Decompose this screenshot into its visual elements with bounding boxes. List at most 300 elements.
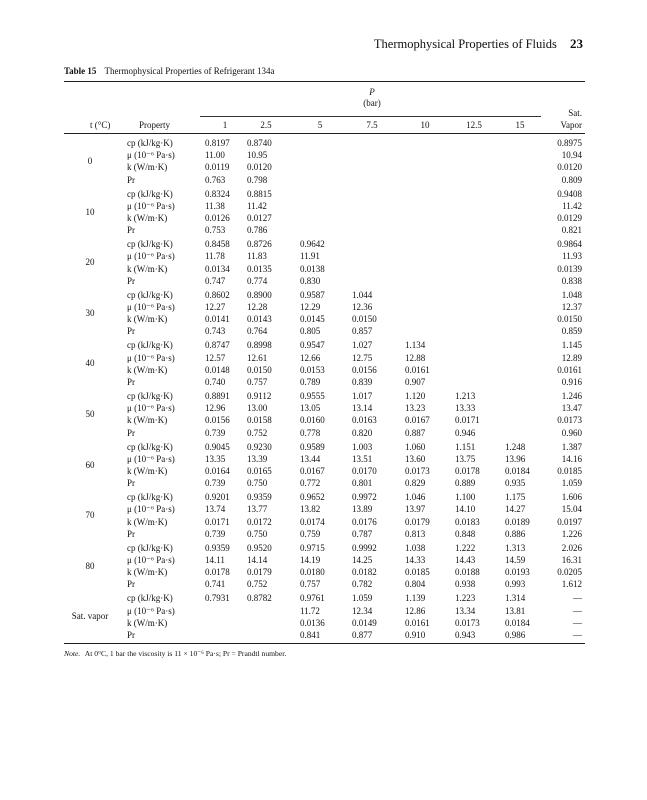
property-label: cp (kJ/kg·K) [127, 542, 173, 553]
table-cell: 1.017 [352, 391, 373, 401]
property-label: Pr [127, 528, 136, 539]
table-cell: 0.787 [352, 528, 373, 539]
table-cell: 0.9359 [247, 492, 272, 503]
table-cell: 0.9555 [300, 391, 325, 401]
property-label: μ (10⁻⁶ Pa·s) [127, 453, 175, 464]
table-cell: 13.05 [300, 403, 321, 414]
table-cell: 13.23 [405, 403, 426, 414]
table-cell: 0.886 [505, 528, 526, 539]
table-cell: 13.81 [505, 605, 526, 616]
table-cell: 0.820 [352, 427, 373, 438]
table-cell: 0.0182 [352, 567, 377, 578]
table-cell: 13.60 [405, 453, 426, 464]
temperature-label: 40 [85, 358, 95, 369]
property-label: k (W/m·K) [127, 213, 168, 223]
table-cell: 12.86 [405, 605, 426, 616]
table-cell: 0.8458 [205, 239, 230, 250]
table-cell: 1.223 [455, 593, 476, 604]
table-cell: 1.046 [405, 492, 426, 503]
table-cell-sat: 1.048 [561, 289, 582, 300]
table-cell: 0.0156 [352, 364, 377, 375]
table-cell: 0.786 [247, 225, 268, 236]
property-label: cp (kJ/kg·K) [127, 492, 173, 503]
table-cell-sat: 12.37 [561, 302, 582, 312]
table-cell-sat: 0.960 [561, 427, 582, 438]
table-cell: 0.848 [455, 528, 476, 539]
property-label: k (W/m·K) [127, 567, 168, 578]
table-cell: 0.0150 [352, 314, 377, 325]
table-cell: 0.9652 [300, 492, 325, 503]
table-cell: 0.9761 [300, 593, 325, 604]
table-cell: 0.9589 [300, 441, 325, 452]
table-cell: 12.34 [352, 605, 373, 616]
page-number: 23 [570, 36, 583, 51]
table-cell: 0.8324 [205, 188, 230, 199]
table-cell: 14.11 [205, 555, 225, 565]
table-cell-sat: 0.0161 [557, 364, 582, 375]
table-cell: 0.0176 [352, 516, 377, 527]
table-cell-sat: 0.8975 [557, 138, 582, 148]
table-cell: 0.7931 [205, 593, 230, 604]
table-cell: 11.38 [205, 200, 225, 211]
table-cell: 1.313 [505, 542, 526, 553]
table-cell: 0.938 [455, 579, 476, 590]
table-cell: 13.97 [405, 504, 426, 515]
table-cell: 14.25 [352, 555, 373, 565]
table-cell: 0.0136 [300, 617, 325, 628]
table-cell: 0.9201 [205, 492, 230, 503]
table-cell: 0.0153 [300, 364, 325, 375]
property-label: cp (kJ/kg·K) [127, 340, 173, 351]
property-label: cp (kJ/kg·K) [127, 593, 173, 604]
table-cell: 0.798 [247, 174, 268, 185]
property-label: Pr [127, 275, 136, 286]
table-cell: 12.27 [205, 302, 226, 312]
property-label: μ (10⁻⁶ Pa·s) [127, 403, 175, 414]
property-label: Pr [127, 478, 136, 489]
table-cell: 0.0143 [247, 314, 272, 325]
table-cell: 0.8900 [247, 289, 272, 300]
property-label: k (W/m·K) [127, 415, 168, 426]
table-cell-sat: 10.94 [561, 150, 582, 161]
table-cell: 0.9045 [205, 441, 230, 452]
col-header-pressure: 7.5 [366, 120, 378, 130]
table-cell: 0.8197 [205, 138, 230, 148]
temperature-label: 20 [85, 257, 95, 268]
table-cell: 0.789 [300, 377, 321, 387]
table-cell: 0.889 [455, 478, 476, 489]
table-cell: 13.39 [247, 453, 268, 464]
table-cell: 1.151 [455, 441, 476, 452]
table-cell: 0.757 [300, 579, 321, 590]
table-cell: 0.739 [205, 528, 226, 539]
table-cell: 0.0173 [405, 466, 430, 476]
table-cell: 0.743 [205, 326, 226, 337]
table-cell: 0.935 [505, 478, 526, 489]
table-cell: 14.27 [505, 504, 526, 515]
table-cell: 0.0158 [247, 415, 272, 426]
table-cell: 0.0119 [205, 162, 230, 173]
table-cell: 12.28 [247, 302, 268, 312]
table-cell: 0.0134 [205, 263, 230, 274]
table-cell-sat: 0.0129 [557, 213, 582, 223]
table-cell: 10.95 [247, 150, 268, 161]
property-label: k (W/m·K) [127, 617, 168, 628]
table-cell-sat: 0.0197 [557, 516, 582, 527]
table-cell: 0.0180 [300, 567, 325, 578]
col-header-pressure: 2.5 [260, 120, 272, 130]
table-cell-sat: — [573, 630, 582, 640]
table-cell: 0.0135 [247, 263, 272, 274]
table-cell: 0.0193 [505, 567, 530, 578]
col-header-pressure: 15 [515, 120, 525, 130]
col-header-vapor: Vapor [560, 120, 582, 130]
table-cell: 0.752 [247, 427, 268, 438]
table-cell: 0.0126 [205, 213, 230, 223]
table-cell: 0.8891 [205, 391, 230, 401]
table-cell: 0.9547 [300, 340, 325, 351]
property-label: cp (kJ/kg·K) [127, 289, 173, 300]
pressure-span-rule [200, 116, 541, 117]
table-cell: 0.830 [300, 275, 321, 286]
property-label: μ (10⁻⁶ Pa·s) [127, 352, 175, 363]
table-cell: 12.61 [247, 352, 268, 363]
table-cell: 14.14 [247, 555, 268, 565]
table-cell-sat: 1.246 [561, 391, 582, 401]
table-cell: 0.986 [505, 630, 526, 640]
table-cell-sat: 13.47 [561, 403, 582, 414]
table-cell: 0.740 [205, 377, 226, 387]
note-text: At 0°C, 1 bar the viscosity is 11 × 10⁻⁶ Pa·s; Pr = Prandtl number. [84, 649, 287, 658]
table-cell: 0.0138 [300, 263, 325, 274]
property-label: Pr [127, 630, 136, 640]
table-cell: 13.82 [300, 504, 321, 515]
property-label: k (W/m·K) [127, 364, 168, 375]
col-header-pressure: 10 [420, 120, 430, 130]
property-label: k (W/m·K) [127, 314, 168, 325]
table-cell: 0.757 [247, 377, 268, 387]
table-cell: 0.943 [455, 630, 476, 640]
property-label: μ (10⁻⁶ Pa·s) [127, 555, 175, 565]
table-cell: 11.72 [300, 605, 320, 616]
property-label: μ (10⁻⁶ Pa·s) [127, 504, 175, 515]
table-cell-sat: 0.809 [561, 174, 582, 185]
property-label: cp (kJ/kg·K) [127, 188, 173, 199]
table-cell: 0.0163 [352, 415, 377, 426]
table-cell-sat: 0.838 [561, 275, 582, 286]
table-cell: 13.74 [205, 504, 226, 515]
table-cell: 0.887 [405, 427, 426, 438]
temperature-label: 30 [85, 307, 95, 318]
temperature-label: 70 [85, 510, 95, 521]
table-cell: 0.0170 [352, 466, 377, 476]
table-cell: 0.750 [247, 528, 268, 539]
table-cell: 11.00 [205, 150, 225, 161]
table-cell: 0.813 [405, 528, 426, 539]
col-header-pressure: 12.5 [466, 120, 482, 130]
table-cell: 0.907 [405, 377, 426, 387]
property-label: cp (kJ/kg·K) [127, 138, 173, 148]
table-cell: 0.764 [247, 326, 268, 337]
table-cell: 0.774 [247, 275, 268, 286]
table-cell: 0.0178 [205, 567, 230, 578]
table-cell-sat: 1.387 [561, 441, 582, 452]
table-cell-sat: 16.31 [561, 555, 582, 565]
table-cell: 1.100 [455, 492, 476, 503]
col-header-pressure: 5 [317, 120, 323, 130]
property-label: k (W/m·K) [127, 466, 168, 476]
table-cell: 0.778 [300, 427, 321, 438]
property-label: k (W/m·K) [127, 263, 168, 274]
table-cell: 0.0189 [505, 516, 530, 527]
property-label: Pr [127, 174, 136, 185]
table-cell: 0.8998 [247, 340, 272, 351]
table-cell: 12.88 [405, 352, 426, 363]
table-cell: 0.805 [300, 326, 321, 337]
property-label: μ (10⁻⁶ Pa·s) [127, 302, 175, 312]
col-header-sat: Sat. [568, 108, 582, 118]
table-cell: 1.139 [405, 593, 426, 604]
table-cell: 0.0156 [205, 415, 230, 426]
header-rule [64, 133, 585, 134]
property-label: μ (10⁻⁶ Pa·s) [127, 200, 175, 211]
table-cell-sat: 1.226 [561, 528, 582, 539]
table-cell: 12.36 [352, 302, 373, 312]
table-cell: 0.753 [205, 225, 226, 236]
table-cell: 0.0184 [505, 617, 530, 628]
table-cell-sat: 0.9408 [557, 188, 582, 199]
table-cell: 13.00 [247, 403, 268, 414]
table-cell: 11.78 [205, 251, 225, 262]
table-cell: 0.8782 [247, 593, 272, 604]
table-cell: 0.9230 [247, 441, 272, 452]
table-cell: 1.027 [352, 340, 373, 351]
temperature-label: 0 [87, 156, 93, 166]
table-cell: 12.57 [205, 352, 226, 363]
table-cell-sat: 0.0139 [557, 263, 582, 274]
top-rule [64, 81, 585, 82]
table-cell-sat: 12.89 [561, 352, 582, 363]
table-cell: 0.9715 [300, 542, 325, 553]
table-cell: 1.003 [352, 441, 373, 452]
table-cell: 0.0185 [405, 567, 430, 578]
table-cell: 0.0164 [205, 466, 230, 476]
table-cell: 0.0179 [405, 516, 430, 527]
table-cell: 12.96 [205, 403, 226, 414]
table-cell-sat: 0.0185 [557, 466, 582, 476]
table-cell-sat: 0.0150 [557, 314, 582, 325]
table-cell: 1.120 [405, 391, 426, 401]
table-cell-sat: 14.16 [561, 453, 582, 464]
table-cell: 13.33 [455, 403, 476, 414]
table-cell: 14.10 [455, 504, 476, 515]
table-cell: 0.0145 [300, 314, 325, 325]
temperature-label: 60 [85, 459, 95, 470]
table-cell-sat: 0.859 [561, 326, 582, 337]
table-title: Thermophysical Properties of Refrigerant 134a [104, 66, 275, 76]
note-label: Note. [64, 649, 81, 658]
table-cell: 13.77 [247, 504, 268, 515]
table-cell-sat: — [573, 617, 582, 628]
table-cell-sat: 11.93 [562, 251, 582, 262]
pressure-symbol: P [369, 87, 375, 97]
table-cell: 0.0174 [300, 516, 325, 527]
table-cell: 0.750 [247, 478, 268, 489]
table-cell-sat: 15.04 [561, 504, 582, 515]
property-label: cp (kJ/kg·K) [127, 239, 173, 250]
property-label: Pr [127, 326, 136, 337]
table-cell: 0.9992 [352, 542, 377, 553]
table-cell-sat: 0.9864 [557, 239, 582, 250]
table-cell: 0.0127 [247, 213, 272, 223]
table-cell: 0.0178 [455, 466, 480, 476]
table-cell: 12.66 [300, 352, 321, 363]
table-cell: 0.8815 [247, 188, 272, 199]
pressure-unit: (bar) [363, 98, 381, 108]
property-label: μ (10⁻⁶ Pa·s) [127, 605, 175, 616]
property-label: cp (kJ/kg·K) [127, 391, 173, 401]
table-cell-sat: 0.916 [561, 377, 582, 387]
table-cell: 0.0167 [300, 466, 325, 476]
col-header-property: Property [139, 120, 170, 130]
property-label: Pr [127, 579, 136, 590]
table-label: Table 15 [64, 66, 97, 76]
table-cell: 0.0150 [247, 364, 272, 375]
property-label: k (W/m·K) [127, 516, 168, 527]
table-cell: 0.0161 [405, 617, 430, 628]
property-label: Pr [127, 377, 136, 387]
table-cell: 0.857 [352, 326, 373, 337]
property-label: cp (kJ/kg·K) [127, 441, 173, 452]
table-cell: 11.42 [247, 200, 267, 211]
table-cell: 0.0173 [455, 617, 480, 628]
table-cell-sat: — [573, 593, 582, 604]
table-cell: 0.739 [205, 427, 226, 438]
table-cell: 0.0149 [352, 617, 377, 628]
table-cell: 0.0172 [247, 516, 272, 527]
table-cell: 0.0171 [205, 516, 230, 527]
table-cell: 0.801 [352, 478, 373, 489]
table-cell: 0.782 [352, 579, 373, 590]
table-cell: 0.8602 [205, 289, 230, 300]
table-cell: 0.841 [300, 630, 321, 640]
table-cell: 13.35 [205, 453, 226, 464]
table-cell-sat: 0.0205 [557, 567, 582, 578]
table-cell: 0.0160 [300, 415, 325, 426]
table-cell: 0.9520 [247, 542, 272, 553]
table-cell: 0.9587 [300, 289, 325, 300]
table-cell-sat: 0.821 [561, 225, 582, 236]
table-cell-sat: 0.0173 [557, 415, 582, 426]
table-cell: 0.9359 [205, 542, 230, 553]
table-cell: 0.772 [300, 478, 321, 489]
property-label: Pr [127, 225, 136, 236]
table-cell: 0.804 [405, 579, 426, 590]
table-cell: 13.34 [455, 605, 476, 616]
table-cell: 0.993 [505, 579, 526, 590]
table-note [64, 649, 286, 658]
table-cell: 1.213 [455, 391, 476, 401]
table-cell-sat: 2.026 [561, 542, 582, 553]
table-cell: 0.910 [405, 630, 426, 640]
table-cell: 0.0120 [247, 162, 272, 173]
table-cell-sat: 0.0120 [557, 162, 582, 173]
table-cell: 12.29 [300, 302, 321, 312]
table-cell: 0.0148 [205, 364, 230, 375]
running-header [374, 36, 583, 52]
table-cell: 0.763 [205, 174, 226, 185]
table-cell: 14.19 [300, 555, 321, 565]
property-label: Pr [127, 427, 136, 438]
table-cell: 0.0184 [505, 466, 530, 476]
table-cell: 0.0171 [455, 415, 480, 426]
table-cell: 0.0141 [205, 314, 230, 325]
bottom-rule [64, 643, 585, 644]
property-label: μ (10⁻⁶ Pa·s) [127, 251, 175, 262]
table-cell-sat: 1.145 [561, 340, 582, 351]
table-cell: 0.8747 [205, 340, 230, 351]
table-cell: 0.0183 [455, 516, 480, 527]
table-cell: 13.75 [455, 453, 476, 464]
table-cell: 13.89 [352, 504, 373, 515]
table-cell: 14.33 [405, 555, 426, 565]
table-cell: 0.8740 [247, 138, 272, 148]
table-cell: 0.946 [455, 427, 476, 438]
table-cell: 1.038 [405, 542, 426, 553]
table-cell: 0.747 [205, 275, 226, 286]
table-cell: 1.059 [352, 593, 373, 604]
table-cell: 1.248 [505, 441, 526, 452]
table-cell: 13.51 [352, 453, 373, 464]
table-cell: 1.222 [455, 542, 476, 553]
table-cell: 0.9642 [300, 239, 325, 250]
table-cell: 0.829 [405, 478, 426, 489]
table-cell: 14.43 [455, 555, 476, 565]
table-cell: 11.83 [247, 251, 267, 262]
header-title: Thermophysical Properties of Fluids [373, 37, 557, 51]
table-cell-sat: — [573, 605, 582, 616]
table-cell: 0.752 [247, 579, 268, 590]
table-cell: 0.0188 [455, 567, 480, 578]
property-label: μ (10⁻⁶ Pa·s) [127, 150, 175, 161]
table-cell-sat: 1.606 [561, 492, 582, 503]
table-cell: 1.044 [352, 289, 373, 300]
table-cell-sat: 1.059 [561, 478, 582, 489]
table-cell: 13.44 [300, 453, 321, 464]
col-header-pressure: 1 [222, 120, 228, 130]
table-cell: 13.14 [352, 403, 373, 414]
table-cell: 12.75 [352, 352, 373, 363]
table-cell: 0.0179 [247, 567, 272, 578]
table-cell: 1.134 [405, 340, 426, 351]
table-cell: 0.8726 [247, 239, 272, 250]
table-cell: 0.0165 [247, 466, 272, 476]
temperature-label: 50 [85, 409, 95, 419]
property-label: k (W/m·K) [127, 162, 168, 173]
table-cell: 0.9972 [352, 492, 377, 503]
table-cell: 0.759 [300, 528, 321, 539]
table-cell: 0.739 [205, 478, 226, 489]
table-cell: 1.314 [505, 593, 526, 604]
table-cell: 13.96 [505, 453, 526, 464]
table-cell: 1.060 [405, 441, 426, 452]
table-caption [64, 66, 274, 76]
table-cell-sat: 1.612 [561, 579, 582, 590]
table-cell: 11.91 [300, 251, 320, 262]
table-cell: 0.741 [205, 579, 226, 590]
table-cell: 0.9112 [247, 391, 272, 401]
table-cell: 0.0161 [405, 364, 430, 375]
